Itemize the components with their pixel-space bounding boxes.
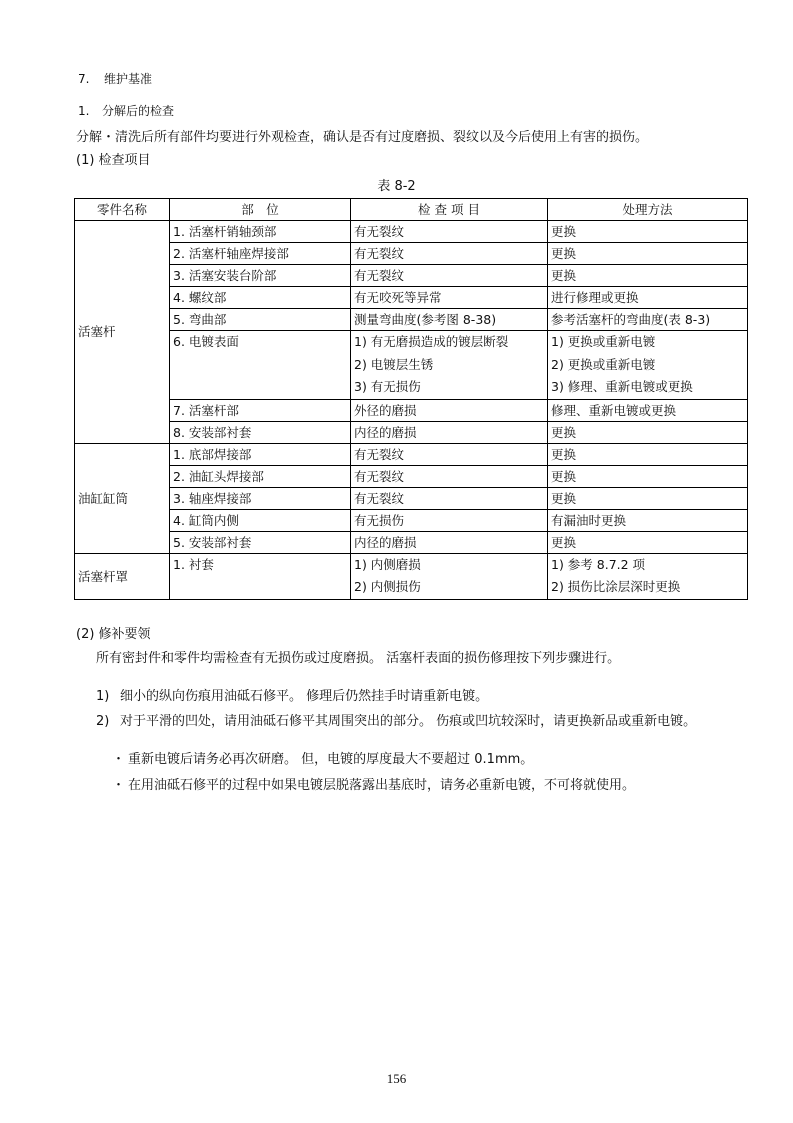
location-cell: 4. 螺纹部 [170,287,351,309]
treatment-cell-line: 2) 损伤比涂层深时更换 [551,579,681,594]
repair-paragraph: 所有密封件和零件均需检查有无损伤或过度磨损。 活塞杆表面的损伤修理按下列步骤进行。 [96,651,621,666]
inspection-item-cell [351,309,548,331]
step-text: 细小的纵向伤痕用油砥石修平。 修理后仍然挂手时请重新电镀。 [120,689,489,704]
treatment-cell-line: 2) 更换或重新电镀 [551,356,656,372]
inspection-item-cell [351,265,548,287]
inspection-item-cell-line: 测量弯曲度(参考图 8-38) [354,312,497,327]
treatment-cell [548,309,748,331]
subsection-heading [78,102,174,119]
table-row [75,399,748,421]
treatment-cell-line: 更换 [551,246,577,261]
step-number: 2) [96,714,110,729]
inspection-item-cell [351,399,548,421]
location-cell: 3. 轴座焊接部 [170,487,351,509]
intro-paragraph: 分解・清洗后所有部件均要进行外观检查，确认是否有过度磨损、裂纹以及今后使用上有害的损伤。 [76,130,649,145]
location-cell: 2. 活塞杆轴座焊接部 [170,243,351,265]
treatment-cell-line: 参考活塞杆的弯曲度(表 8-3) [551,312,711,327]
step-text: 对于平滑的凹处，请用油砥石修平其周围突出的部分。 伤痕或凹坑较深时，请更换新品或重新电镀。 [120,714,697,729]
treatment-cell-line: 有漏油时更换 [551,512,627,528]
treatment-cell [548,265,748,287]
table-row [75,331,748,400]
inspection-item-cell-line: 有无裂纹 [354,468,405,484]
treatment-cell [548,553,748,599]
treatment-cell-line: 更换 [551,490,577,506]
table-row [75,421,748,443]
repair-step [96,685,488,704]
treatment-cell-line: 修理、重新电镀或更换 [551,402,677,418]
inspection-item-cell [351,243,548,265]
treatment-cell [548,465,748,487]
table-caption: 表 8-2 [377,179,416,194]
inspection-item-cell-line: 外径的磨损 [354,402,417,418]
table-row [75,221,748,243]
table-header-row [75,199,748,221]
treatment-cell [548,487,748,509]
location-cell: 5. 安装部衬套 [170,531,351,553]
inspection-item-cell-line: 内径的磨损 [354,534,417,550]
table-row [75,553,748,599]
table-row [75,309,748,331]
inspection-item-cell-line: 有无裂纹 [354,490,405,506]
table-row [75,487,748,509]
treatment-cell-line: 更换 [551,446,577,462]
inspection-item-cell [351,287,548,309]
header-inspection-item: 检 查 项 目 [351,199,548,221]
inspection-table [74,198,748,600]
page-number: 156 [386,1071,407,1086]
location-cell: 3. 活塞安装台阶部 [170,265,351,287]
inspection-item-cell [351,443,548,465]
table-row [75,443,748,465]
inspection-item-cell-line: 有无裂纹 [354,224,405,239]
location-cell: 1. 底部焊接部 [170,443,351,465]
note-text: 在用油砥石修平的过程中如果电镀层脱落露出基底时，请务必重新电镀，不可将就使用。 [128,778,636,793]
treatment-cell [548,243,748,265]
inspection-item-cell [351,553,548,599]
treatment-cell [548,509,748,531]
part-name-cell: 活塞杆罩 [75,553,170,599]
treatment-cell [548,443,748,465]
table-body [75,221,748,600]
inspection-item-cell-line: 有无裂纹 [354,446,405,462]
table-row [75,465,748,487]
treatment-cell-line: 更换 [551,424,577,440]
table-row [75,509,748,531]
inspection-item-cell-line: 1) 有无磨损造成的镀层断裂 [354,334,509,349]
inspection-items-heading: (1) 检查项目 [76,153,151,168]
inspection-item-cell [351,465,548,487]
location-cell: 5. 弯曲部 [170,309,351,331]
note-text: 重新电镀后请务必再次研磨。 但，电镀的厚度最大不要超过 0.1mm。 [128,752,534,767]
treatment-cell-line: 更换 [551,468,577,484]
inspection-item-cell-line: 内径的磨损 [354,424,417,440]
location-cell: 2. 油缸头焊接部 [170,465,351,487]
treatment-cell [548,221,748,243]
section-heading [78,70,152,87]
subsection-title: 分解后的检查 [102,104,175,118]
inspection-item-cell-line: 有无裂纹 [354,246,405,261]
inspection-item-cell-line: 1) 内侧磨损 [354,556,421,572]
inspection-item-cell [351,487,548,509]
inspection-item-cell [351,331,548,400]
header-part-name: 零件名称 [75,199,170,221]
inspection-item-cell-line: 2) 内侧损伤 [354,579,421,594]
treatment-cell [548,287,748,309]
treatment-cell-line: 3) 修理、重新电镀或更换 [551,379,693,394]
table-row [75,243,748,265]
note-item [112,748,533,767]
inspection-item-cell [351,531,548,553]
treatment-cell-line: 更换 [551,534,577,550]
part-name-cell: 油缸缸筒 [75,443,170,553]
inspection-item-cell-line: 有无损伤 [354,512,405,528]
treatment-cell-line: 进行修理或更换 [551,290,639,305]
header-treatment: 处理方法 [548,199,748,221]
step-number: 1) [96,689,110,704]
inspection-item-cell-line: 有无咬死等异常 [354,290,442,305]
treatment-cell [548,331,748,400]
treatment-cell-line: 更换 [551,268,577,283]
repair-heading: (2) 修补要领 [76,627,151,642]
treatment-cell-line: 更换 [551,224,577,239]
location-cell: 1. 衬套 [170,553,351,599]
treatment-cell [548,399,748,421]
section-title: 维护基准 [104,72,153,86]
table-row [75,287,748,309]
treatment-cell [548,531,748,553]
header-location: 部 位 [170,199,351,221]
table-row [75,265,748,287]
location-cell: 7. 活塞杆部 [170,399,351,421]
treatment-cell [548,421,748,443]
inspection-item-cell-line: 2) 电镀层生锈 [354,356,434,372]
location-cell: 1. 活塞杆销轴颈部 [170,221,351,243]
treatment-cell-line: 1) 更换或重新电镀 [551,334,656,349]
treatment-cell-line: 1) 参考 8.7.2 项 [551,556,646,572]
table-row [75,531,748,553]
bullet-icon: ・ [112,778,126,793]
part-name-cell: 活塞杆 [75,221,170,444]
inspection-item-cell [351,509,548,531]
location-cell: 8. 安装部衬套 [170,421,351,443]
bullet-icon: ・ [112,752,126,767]
location-cell: 4. 缸筒内侧 [170,509,351,531]
note-item [112,774,635,793]
inspection-item-cell [351,421,548,443]
inspection-item-cell [351,221,548,243]
section-number: 7. [78,72,90,86]
location-cell: 6. 电镀表面 [170,331,351,400]
inspection-item-cell-line: 有无裂纹 [354,268,405,283]
repair-step [96,710,696,729]
subsection-number: 1. [78,104,90,118]
inspection-item-cell-line: 3) 有无损伤 [354,379,421,394]
